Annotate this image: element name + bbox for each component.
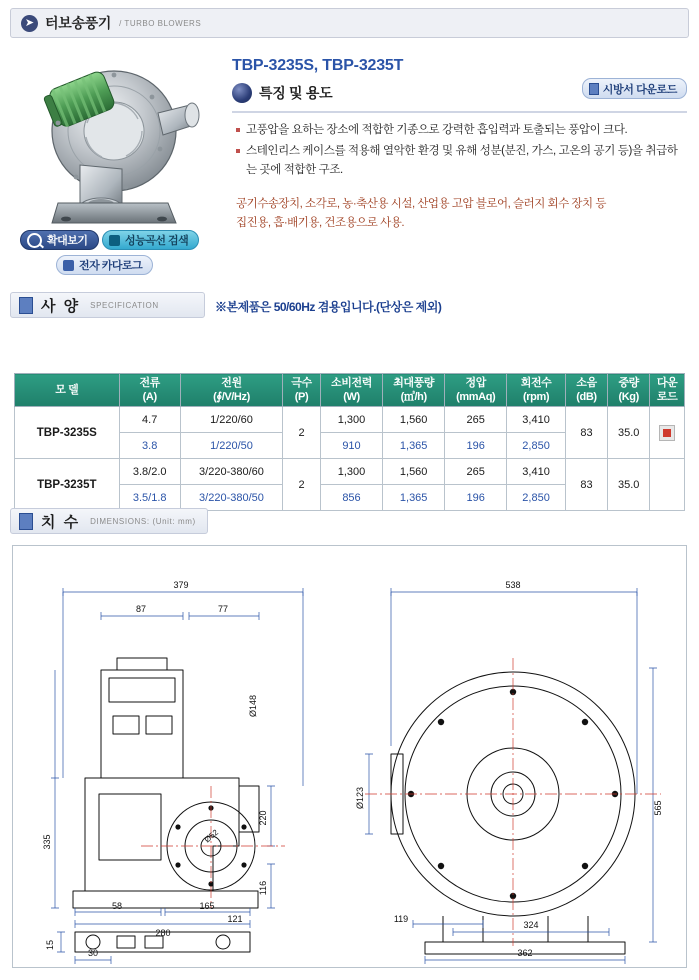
th-line2: (dB): [576, 391, 597, 403]
dim-label: 538: [505, 580, 521, 590]
dim-label: 165: [199, 901, 215, 911]
bullet-sphere-icon: [232, 83, 252, 103]
dim-label: 77: [217, 604, 229, 614]
cell-pressure: 265: [445, 407, 507, 433]
usage-line: 공기수송장치, 소각로, 농·축산용 시설, 산업용 고압 블로어, 슬러지 회수 장치 등: [236, 198, 606, 210]
th-line1: 전원: [221, 377, 242, 389]
th-download: [650, 374, 685, 407]
th-line1: 전류: [139, 377, 160, 389]
cell-watt: 910: [320, 433, 382, 459]
cell-weight: 35.0: [608, 459, 650, 511]
list-item: 스테인리스 케이스를 적용해 열악한 환경 및 유해 성분(분진, 가스, 고온의 공기 등)을 취급하는 곳에 적합한 구조.: [236, 142, 686, 180]
zoom-view-button[interactable]: [20, 230, 99, 250]
cell-current: 3.5/1.8: [119, 485, 180, 511]
dimensions-bar: [10, 508, 689, 534]
th-line2: (W): [343, 391, 360, 403]
product-photo: [18, 53, 213, 233]
specification-note: ※본제품은 50/60Hz 겸용입니다.(단상은 제외): [215, 300, 442, 314]
dim-label: Ø52: [202, 827, 221, 845]
specification-bar: [10, 292, 689, 320]
usage-text: [236, 195, 688, 233]
th-pressure: [445, 374, 507, 407]
feature-heading-label: 특징 및 용도: [259, 85, 333, 101]
dim-label: 335: [42, 834, 52, 850]
cell-watt: 1,300: [320, 459, 382, 485]
cell-pressure: 196: [445, 485, 507, 511]
cell-power-source: 3/220-380/50: [180, 485, 282, 511]
performance-curve-label: 성능곡선 검색: [125, 235, 189, 247]
th-weight: [608, 374, 650, 407]
cell-current: 3.8: [119, 433, 180, 459]
th-power-source: [180, 374, 282, 407]
dimensions-title: 치 수: [41, 513, 81, 531]
chart-icon: [109, 235, 120, 246]
zoom-view-label: 확대보기: [47, 235, 88, 247]
cell-download[interactable]: [650, 459, 685, 511]
cell-flow: 1,560: [383, 407, 445, 433]
download-icon[interactable]: [659, 425, 675, 441]
document-icon: [589, 83, 599, 95]
page-header: [10, 8, 689, 38]
th-line2: (㎥/h): [400, 391, 427, 403]
table-row: [15, 459, 685, 485]
th-current: [119, 374, 180, 407]
spec-download-button[interactable]: [582, 78, 687, 99]
cell-rpm: 2,850: [507, 485, 566, 511]
th-line1: 소비전력: [331, 377, 372, 389]
th-model: [15, 374, 120, 407]
product-model-title: TBP-3235S, TBP-3235T: [232, 57, 404, 74]
dim-label: 119: [393, 914, 409, 924]
dim-label: 121: [227, 914, 243, 924]
dimension-drawing: [12, 545, 687, 968]
ruler-icon: [19, 513, 33, 530]
th-line1: 중량: [618, 377, 639, 389]
dim-label: 15: [45, 939, 55, 951]
dimensions-subtitle: DIMENSIONS: (Unit: mm): [90, 516, 196, 526]
section-divider: [232, 111, 687, 113]
th-line2: (A): [142, 391, 157, 403]
dim-label: Ø123: [355, 786, 365, 810]
th-line1: 모 델: [55, 384, 79, 396]
th-line1: 극수: [291, 377, 312, 389]
th-line1: 소음: [576, 377, 597, 389]
cell-flow: 1,365: [383, 485, 445, 511]
cell-pressure: 196: [445, 433, 507, 459]
dim-label: 58: [111, 901, 123, 911]
cell-poles: 2: [283, 459, 321, 511]
th-line1: 정압: [465, 377, 486, 389]
cell-rpm: 3,410: [507, 459, 566, 485]
product-section: [10, 45, 689, 280]
cell-weight: 35.0: [608, 407, 650, 459]
drawing-canvas: [13, 546, 686, 967]
th-line2: 로드: [656, 391, 678, 403]
dim-label: 220: [258, 810, 268, 826]
usage-line: 집진용, 흡·배기용, 건조용으로 사용.: [236, 217, 405, 229]
feature-list: [236, 121, 686, 182]
th-noise: [565, 374, 607, 407]
th-line2: (rpm): [523, 391, 550, 403]
page-title: 터보송풍기: [45, 15, 112, 31]
dim-label: 565: [653, 800, 663, 816]
cell-power-source: 3/220-380/60: [180, 459, 282, 485]
table-row: [15, 407, 685, 433]
th-line1: 회전수: [520, 377, 552, 389]
document-icon: [19, 297, 33, 314]
th-poles: [283, 374, 321, 407]
th-watt: [320, 374, 382, 407]
specification-table: [14, 373, 685, 511]
dim-label: Ø148: [248, 694, 258, 718]
cell-current: 3.8/2.0: [119, 459, 180, 485]
page-subtitle: / TURBO BLOWERS: [119, 18, 202, 28]
e-catalog-label: 전자 카다로그: [79, 260, 143, 272]
performance-curve-button[interactable]: [102, 230, 199, 250]
cell-watt: 1,300: [320, 407, 382, 433]
cell-model: TBP-3235T: [15, 459, 120, 511]
cell-pressure: 265: [445, 459, 507, 485]
dim-label: 280: [155, 928, 171, 938]
cell-flow: 1,560: [383, 459, 445, 485]
cell-flow: 1,365: [383, 433, 445, 459]
dim-label: 87: [135, 604, 147, 614]
specification-title: 사 양: [41, 297, 81, 315]
cell-model: TBP-3235S: [15, 407, 120, 459]
specification-subtitle: SPECIFICATION: [90, 300, 159, 310]
th-line1: 다운: [656, 377, 678, 389]
cell-noise: 83: [565, 459, 607, 511]
spec-download-label: 시방서 다운로드: [602, 83, 677, 96]
search-icon: [27, 233, 42, 248]
dim-label: 362: [517, 948, 533, 958]
cell-power-source: 1/220/60: [180, 407, 282, 433]
th-line2: (mmAq): [456, 391, 496, 403]
th-line1: 최대풍량: [393, 377, 435, 389]
dim-label: 324: [523, 920, 539, 930]
cell-power-source: 1/220/50: [180, 433, 282, 459]
dimensions-chip: [10, 508, 208, 534]
th-line2: (∮/V/Hz): [213, 391, 250, 403]
specification-chip: [10, 292, 205, 318]
blower-icon: ➤: [21, 15, 38, 32]
dim-label: 30: [87, 948, 99, 958]
table-header-row: [15, 374, 685, 407]
th-flow: [383, 374, 445, 407]
cell-rpm: 2,850: [507, 433, 566, 459]
e-catalog-button[interactable]: [56, 255, 153, 275]
list-item: 고풍압을 요하는 장소에 적합한 기종으로 강력한 흡입력과 토출되는 풍압이 크다.: [236, 121, 686, 140]
cell-current: 4.7: [119, 407, 180, 433]
th-line2: (Kg): [618, 391, 639, 403]
cell-noise: 83: [565, 407, 607, 459]
cell-watt: 856: [320, 485, 382, 511]
cell-poles: 2: [283, 407, 321, 459]
th-rpm: [507, 374, 566, 407]
feature-heading: [232, 83, 332, 103]
cell-rpm: 3,410: [507, 407, 566, 433]
dim-label: 116: [258, 880, 268, 896]
book-icon: [63, 260, 74, 271]
dim-label: 379: [173, 580, 189, 590]
cell-download[interactable]: [650, 407, 685, 459]
th-line2: (P): [294, 391, 309, 403]
